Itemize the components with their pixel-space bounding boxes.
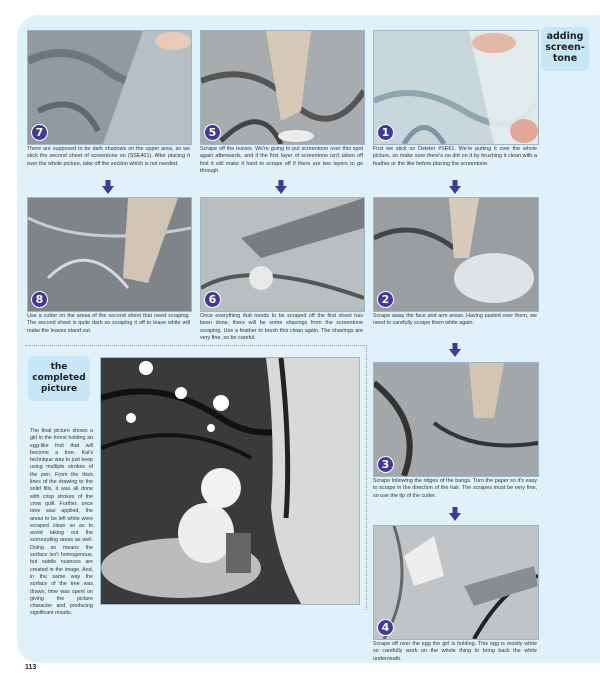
step-number-badge: 3 (377, 456, 394, 473)
step-6-photo (200, 197, 365, 312)
step-2-photo (373, 197, 539, 312)
completed-picture-description: The final picture shows a girl in the forest holding an egg-like fruit that will become a tree. Kai's technique was to just keep using multiple strokes of the pen. From the thick lines of the drawing to the solid fills, it was all done with crisp strokes of the crow quill. Further, once tone was applied, the areas to be left white were scraped clean so as to avoid taking out the surrounding areas as well. Doing so means the surface isn't homogenous, but subtle nuances are created in the image. And, in the same way the surface of the tree was drawn, time was spent on giving the picture character and producing significant results. (30, 428, 93, 617)
step-2-caption: Scrape away the face and arm areas. Having pasted over them, we need to carefully scrape them white again. (373, 313, 537, 327)
step-number-badge: 7 (31, 124, 48, 141)
step-1-photo (373, 30, 539, 145)
step-number-badge: 8 (31, 291, 48, 308)
dotted-divider (25, 345, 365, 346)
completed-tag-line: the (50, 362, 68, 372)
step-5-caption: Scrape off the leaves. We're going to put screentone over this spot again afterwards, and if the first layer of screentone isn't taken off first it will make it hard to scrape off if there are two layers to go through. (200, 146, 363, 175)
step-5-photo (200, 30, 365, 145)
down-arrow-icon (102, 180, 114, 194)
completed-picture-artwork (100, 357, 360, 605)
completed-tag-line: picture (40, 384, 78, 394)
step-number-badge: 4 (377, 619, 394, 636)
step-3-photo (373, 362, 539, 477)
step-8-caption: Use a cutter on the areas of the second sheet that need scraping. The second sheet is quite dark so scraping it off to leave white will make the leaves stand out. (27, 313, 190, 334)
down-arrow-icon (449, 180, 461, 194)
section-tag-line: adding (546, 31, 584, 42)
completed-tag-line: completed (32, 373, 86, 383)
down-arrow-icon (275, 180, 287, 194)
step-4-photo (373, 525, 539, 640)
down-arrow-icon (449, 507, 461, 521)
page-number: 113 (25, 664, 37, 671)
step-8-photo (27, 197, 192, 312)
section-tag-line: screen- (545, 42, 585, 53)
dotted-divider (366, 345, 367, 610)
step-3-caption: Scrape following the ridges of the bangs. Turn the paper so it's easy to scrape in the direction of the hair. The scrapes must be very fine, so use the tip of the cutter. (373, 478, 537, 499)
step-1-caption: First we stick on Deleter #SE61. We're putting it over the whole picture, so make sure there's no dirt on it by brushing it clean with a feather or the like before placing the screentone. (373, 146, 537, 167)
down-arrow-icon (449, 343, 461, 357)
step-number-badge: 2 (377, 291, 394, 308)
step-number-badge: 1 (377, 124, 394, 141)
step-4-caption: Scrape off over the egg the girl is holding. This egg is mostly white so carefully work on the whole thing to bring back the white underneath. (373, 641, 537, 662)
step-number-badge: 5 (204, 124, 221, 141)
step-7-caption: There are supposed to be dark shadows on the upper area, so we stick the second sheet of screentone on (SSE401). After placing it over the whole picture, take off the section which is not needed. (27, 146, 190, 167)
step-6-caption: Once everything that needs to be scraped off the first sheet has been done, there will be some shavings from the screentone scraping. Use a feather to brush this clean again. The shavings are very fine, so be careful. (200, 313, 363, 342)
step-number-badge: 6 (204, 291, 221, 308)
section-tag-adding-screentone (541, 27, 589, 71)
completed-picture-tag (28, 356, 90, 401)
section-tag-line: tone (552, 53, 578, 64)
step-7-photo (27, 30, 192, 145)
